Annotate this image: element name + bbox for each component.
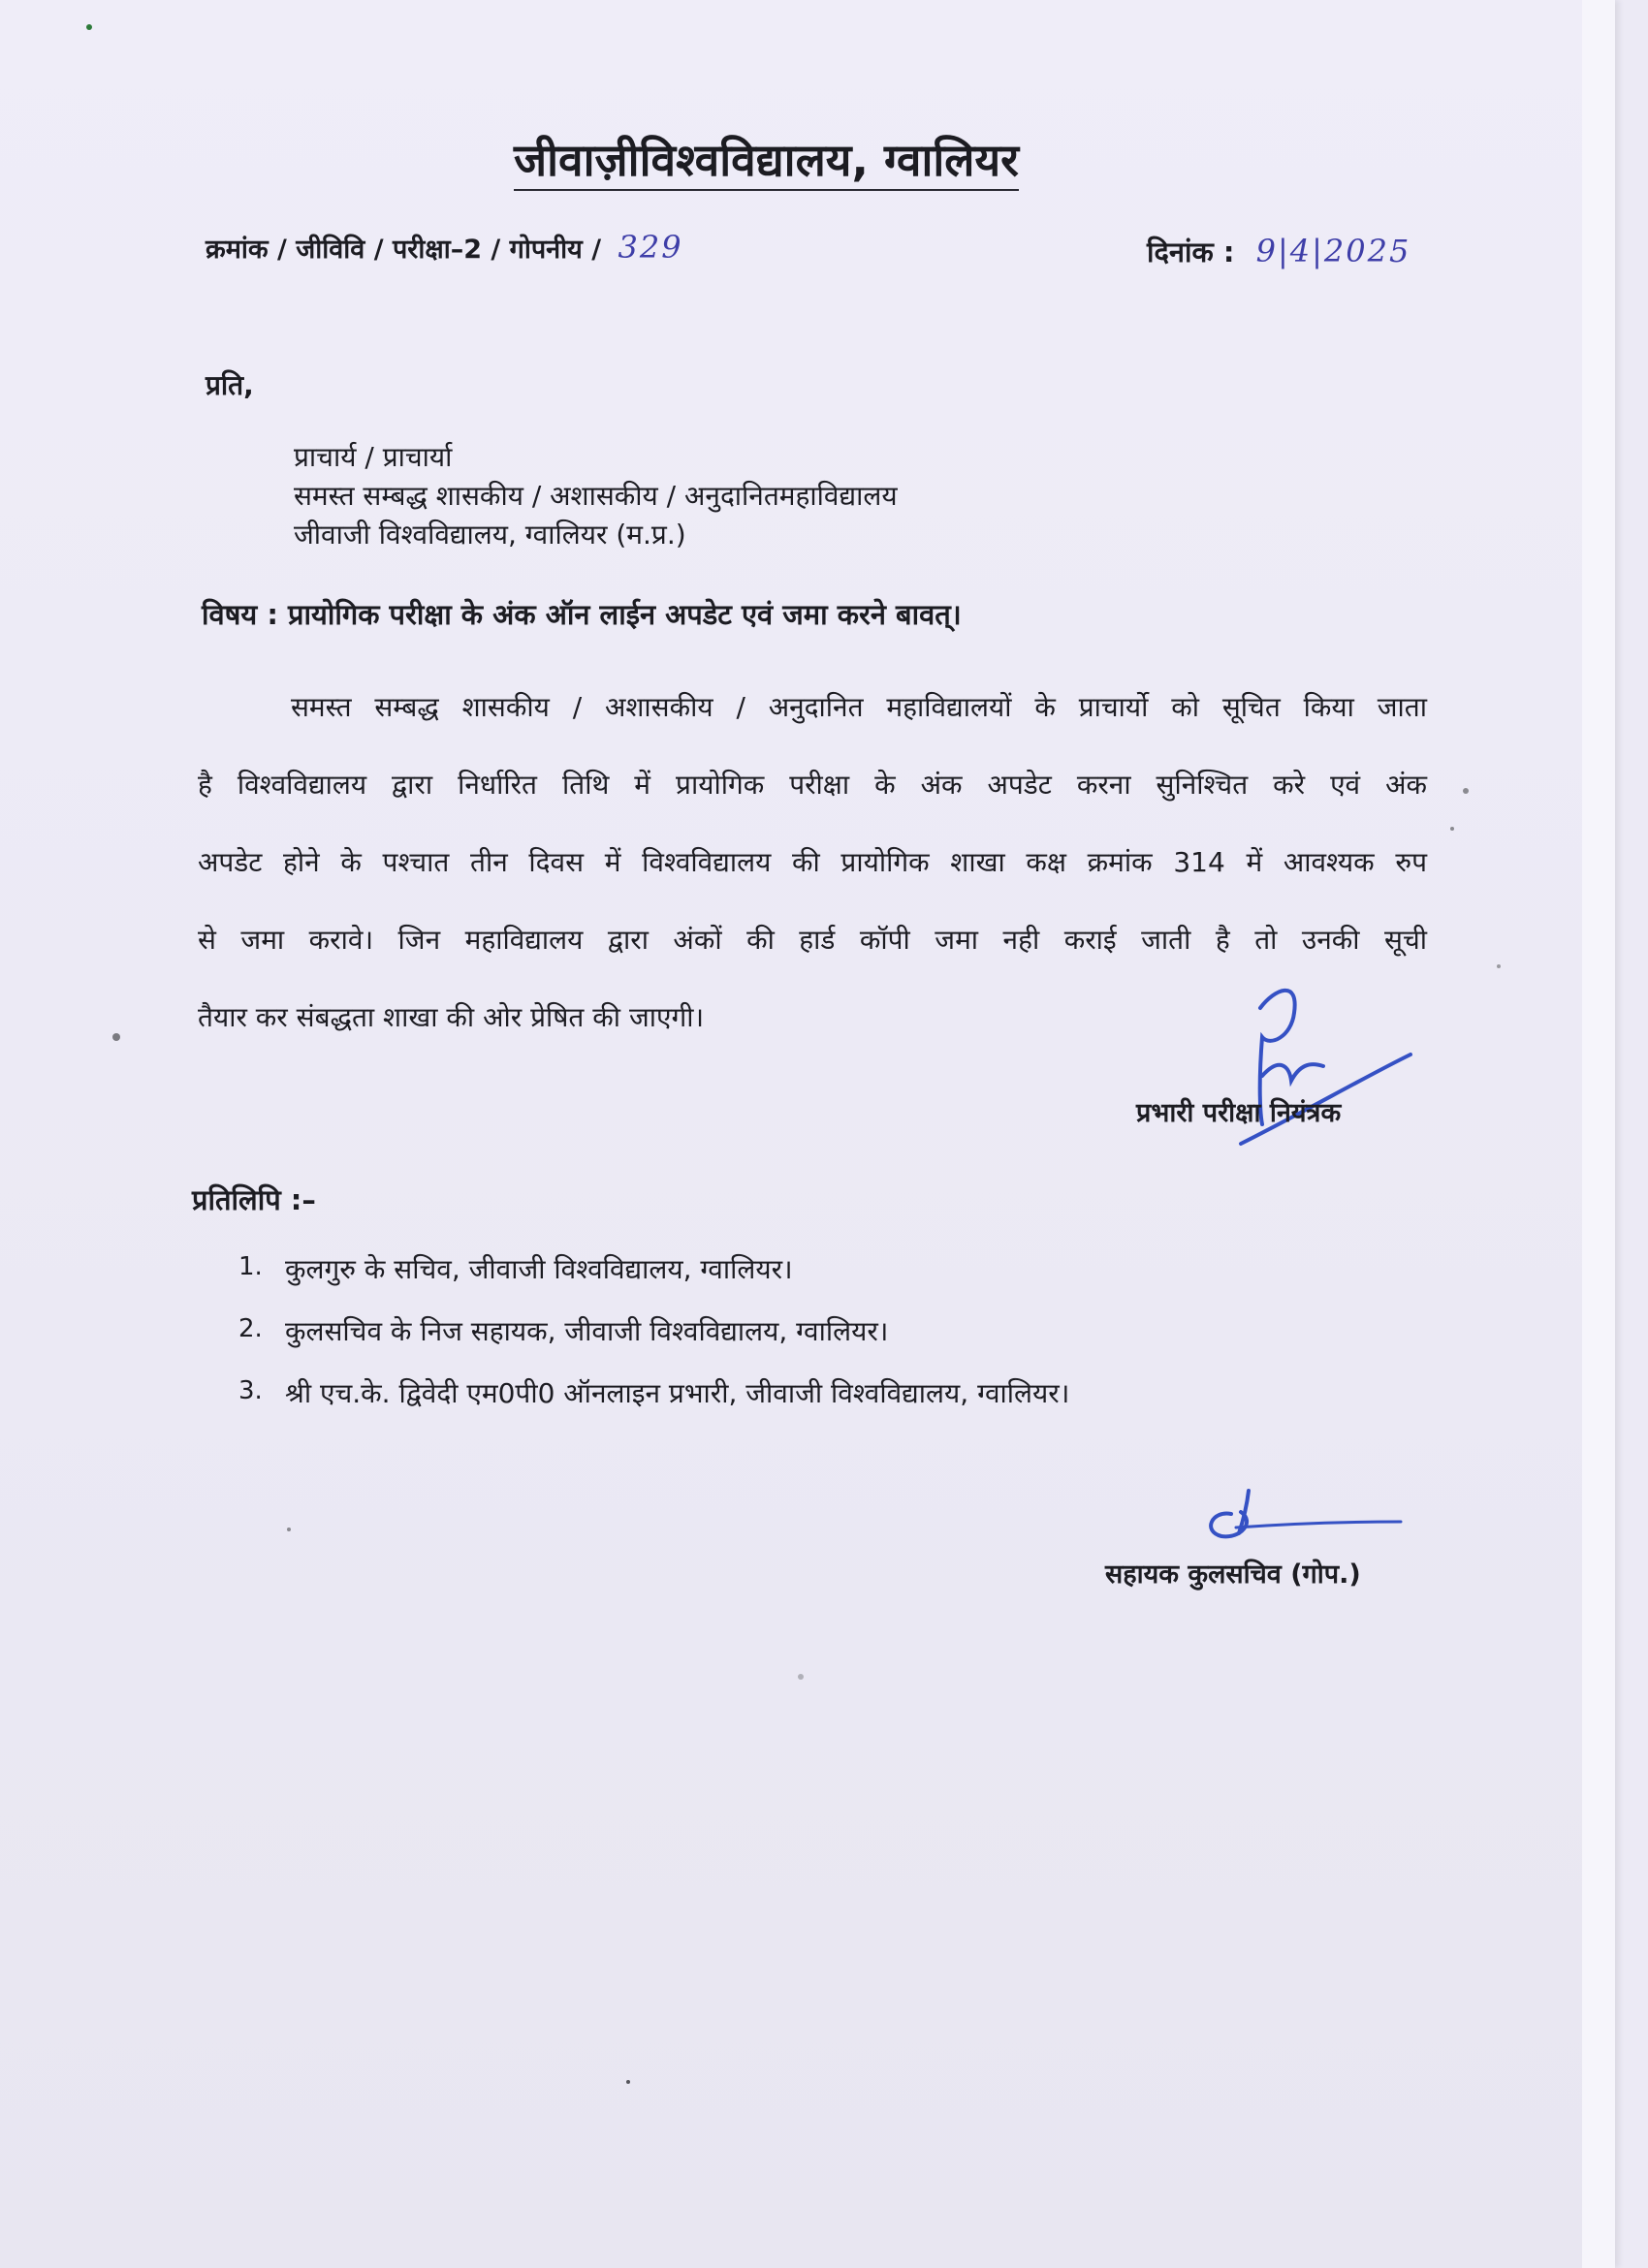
body-line: अपडेट होने के पश्चात तीन दिवस में विश्वविद्यालय की प्रायोगिक शाखा कक्ष क्रमांक 314 में आवश्यक रुप (198, 846, 1427, 878)
body-line: समस्त सम्बद्ध शासकीय / अशासकीय / अनुदानित महाविद्यालयों के प्राचार्यो को सूचित किया जाता (291, 691, 1427, 723)
list-item-text: कुलसचिव के निज सहायक, जीवाजी विश्वविद्यालय, ग्वालियर। (285, 1315, 889, 1347)
reference-handwritten-number: 329 (618, 229, 683, 266)
list-item-number: 1. (238, 1252, 263, 1281)
list-item-text: श्री एच.के. द्विवेदी एम0पी0 ऑनलाइन प्रभारी, जीवाजी विश्वविद्यालय, ग्वालियर। (285, 1377, 1070, 1409)
salutation: प्रति, (206, 369, 254, 401)
body-line: तैयार कर संबद्धता शाखा की ओर प्रेषित की जाएगी। (198, 1001, 705, 1033)
list-item-text: कुलगुरु के सचिव, जीवाजी विश्वविद्यालय, ग्वालियर। (285, 1253, 793, 1285)
body-line: है विश्वविद्यालय द्वारा निर्धारित तिथि में प्रायोगिक परीक्षा के अंक अपडेट करना सुनिश्चित करे एवं अंक (198, 769, 1427, 801)
list-item-number: 3. (238, 1376, 263, 1405)
list-item-number: 2. (238, 1314, 263, 1343)
date-handwritten-value: 9|4|2025 (1255, 233, 1411, 269)
signatory-controller-designation: प्रभारी परीक्षा नियंत्रक (1136, 1098, 1342, 1128)
copy-heading: प्रतिलिपि :– (192, 1183, 316, 1216)
reference-label: क्रमांक / जीविवि / परीक्षा–2 / गोपनीय / (206, 235, 602, 265)
recipient-line: प्राचार्य / प्राचार्या (294, 441, 453, 473)
recipient-line: समस्त सम्बद्ध शासकीय / अशासकीय / अनुदानितमहाविद्यालय (294, 480, 898, 512)
letterhead-title: जीवाज़ीविश्वविद्यालय, ग्वालियर (514, 134, 1019, 191)
page-edge (1582, 0, 1615, 2268)
date-label: दिनांक : (1147, 236, 1235, 268)
body-line: से जमा करावे। जिन महाविद्यालय द्वारा अंकों की हार्ड कॉपी जमा नही कराई जाती है तो उनकी सूची (198, 924, 1427, 956)
signatory-assistant-registrar-designation: सहायक कुलसचिव (गोप.) (1105, 1559, 1361, 1590)
recipient-line: जीवाजी विश्वविद्यालय, ग्वालियर (म.प्र.) (294, 519, 686, 551)
subject-line: विषय : प्रायोगिक परीक्षा के अंक ऑन लाईन अपडेट एवं जमा करने बावत्। (202, 598, 962, 631)
